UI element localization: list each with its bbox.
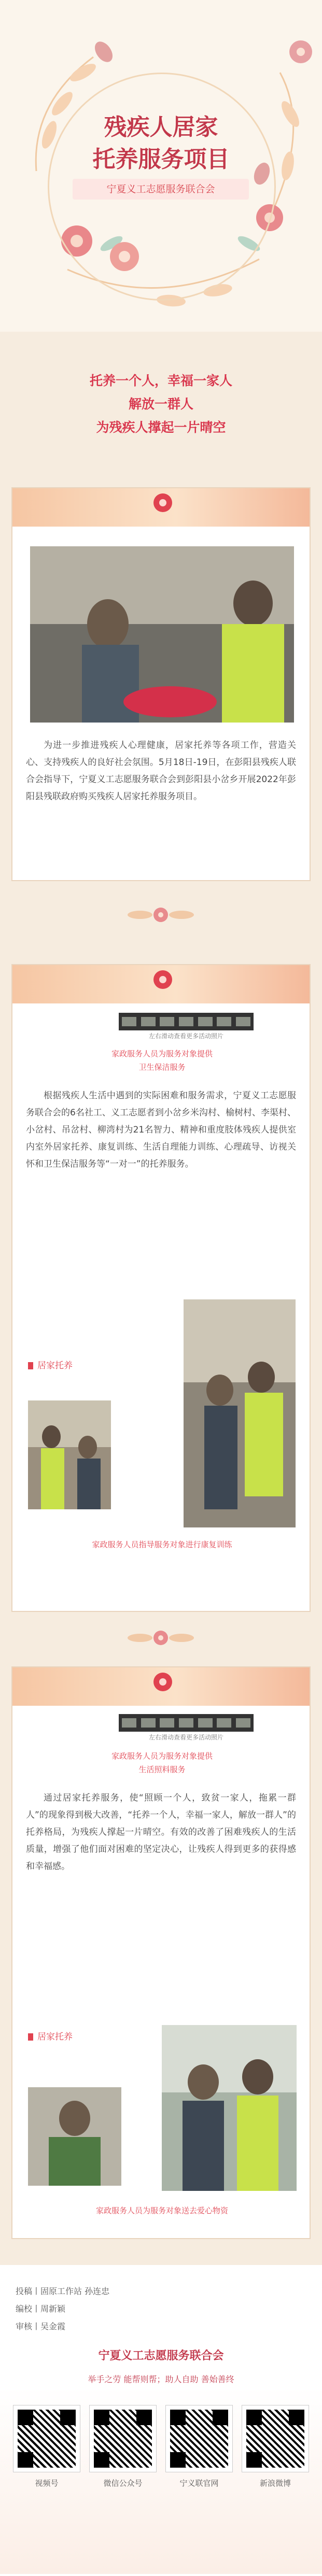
- footer: [0, 2265, 322, 2576]
- photo-supplies-small: [28, 2087, 121, 2186]
- section-card-2: [11, 964, 311, 1612]
- swipe-hint: 左右滑动查看更多活动照片: [148, 1734, 223, 1741]
- credit-contributor: 投稿丨固原工作站 孙连忠: [16, 2286, 110, 2296]
- caption-rehab-training: 家政服务人员指导服务对象进行康复训练: [92, 1540, 232, 1549]
- footer-org-name: 宁夏义工志愿服务联合会: [98, 2349, 224, 2362]
- qr-code-wechat[interactable]: [89, 2405, 157, 2472]
- caption-cleaning-line-1: 家政服务人员为服务对象提供: [111, 1049, 213, 1058]
- flower-icon: [152, 1672, 173, 1692]
- section-1-paragraph: 为进一步推进残疾人心理健康，居家托养等各项工作，营造关心、支持残疾人的良好社会氛围。5月18日-19日，在彭阳县残疾人联合会指导下，宁夏义工志愿服务联合会到彭阳县小岔乡开展2022年彭阳县残联政府购买残疾人居家托养服务项目。: [26, 740, 296, 802]
- card-header-band: [12, 965, 310, 1003]
- photo-rehab-small: [28, 1400, 111, 1509]
- section-3-text: [26, 1790, 296, 1875]
- flower-icon: [152, 492, 173, 513]
- section-card-3: [11, 1666, 311, 2239]
- swipe-hint: 左右滑动查看更多活动照片: [148, 1032, 223, 1040]
- caption-daily-care-line-2: 生活照料服务: [138, 1765, 186, 1774]
- caption-daily-care-line-1: 家政服务人员为服务对象提供: [111, 1751, 213, 1761]
- header-banner: [0, 0, 322, 332]
- label-home-care: 居家托养: [28, 2030, 73, 2044]
- title-line-1: 残疾人居家: [104, 114, 218, 140]
- photo-film-strip[interactable]: [119, 1714, 254, 1741]
- header-org-badge: 宁夏义工志愿服务联合会: [73, 179, 249, 200]
- slogan-line-1: 托养一个人，幸福一家人: [89, 373, 232, 388]
- divider-flower-icon: [109, 904, 213, 925]
- qr-label-website: 宁义联官网: [179, 2479, 219, 2488]
- slogan-line-3: 为残疾人撑起一片晴空: [96, 420, 226, 435]
- section-2-text: [26, 1087, 296, 1173]
- section-3-paragraph: 通过居家托养服务，使“照顾一个人，致贫一家人，拖累一群人”的现象得到极大改善，“托养一个人，幸福一家人，解放一群人”的托养格局，为残疾人撑起一片晴空。有效的改善了困难残疾人的生活质量，增强了他们面对困难的坚定决心，让残疾人得到更多的获得感和幸福感。: [26, 1793, 296, 1872]
- page-title: [0, 111, 322, 176]
- caption-supplies: 家政服务人员为服务对象送去爱心物资: [95, 2206, 228, 2215]
- photo-supplies-large: [162, 2025, 297, 2191]
- credit-reviewer: 审核丨吴金霞: [16, 2322, 66, 2331]
- qr-label-video: 视频号: [35, 2479, 59, 2488]
- credit-editor: 编校丨周新颖: [16, 2304, 66, 2314]
- title-line-2: 托养服务项目: [92, 146, 230, 173]
- photo-caregiver-washing-feet: [30, 546, 294, 723]
- slogan-line-2: 解放一群人: [128, 397, 193, 412]
- film-frames: [119, 1017, 254, 1026]
- qr-label-weibo: 新浪微博: [259, 2479, 291, 2488]
- section-1-text: [26, 737, 296, 805]
- caption-cleaning-line-2: 卫生保洁服务: [138, 1063, 186, 1072]
- footer-slogan: 举手之劳 能帮则帮；助人自助 善始善终: [88, 2374, 234, 2384]
- divider-flower-icon: [109, 1627, 213, 1648]
- flower-icon: [152, 969, 173, 990]
- photo-film-strip[interactable]: [119, 1013, 254, 1040]
- card-header-band: [12, 1667, 310, 1706]
- label-home-care: 居家托养: [28, 1359, 73, 1372]
- qr-code-video[interactable]: [13, 2405, 80, 2472]
- qr-label-wechat: 微信公众号: [103, 2479, 143, 2488]
- section-2-paragraph: 根据残疾人生活中遇到的实际困难和服务需求，宁夏义工志愿服务联合会的6名社工、义工志愿者到小岔乡米沟村、榆树村、李渠村、小岔村、吊岔村、柳湾村为21名智力、精神和重度肢体残疾人提供室内室外居家托养、康复训练、生活自理能力训练、心理疏导、访视关怀和卫生保洁服务等“一对一”的托养服务。: [26, 1091, 296, 1169]
- card-header-band: [12, 488, 310, 527]
- section-card-1: [11, 487, 311, 881]
- qr-code-weibo[interactable]: [242, 2405, 309, 2472]
- film-frames: [119, 1718, 254, 1728]
- photo-rehab-large: [184, 1299, 296, 1527]
- qr-code-website[interactable]: [165, 2405, 233, 2472]
